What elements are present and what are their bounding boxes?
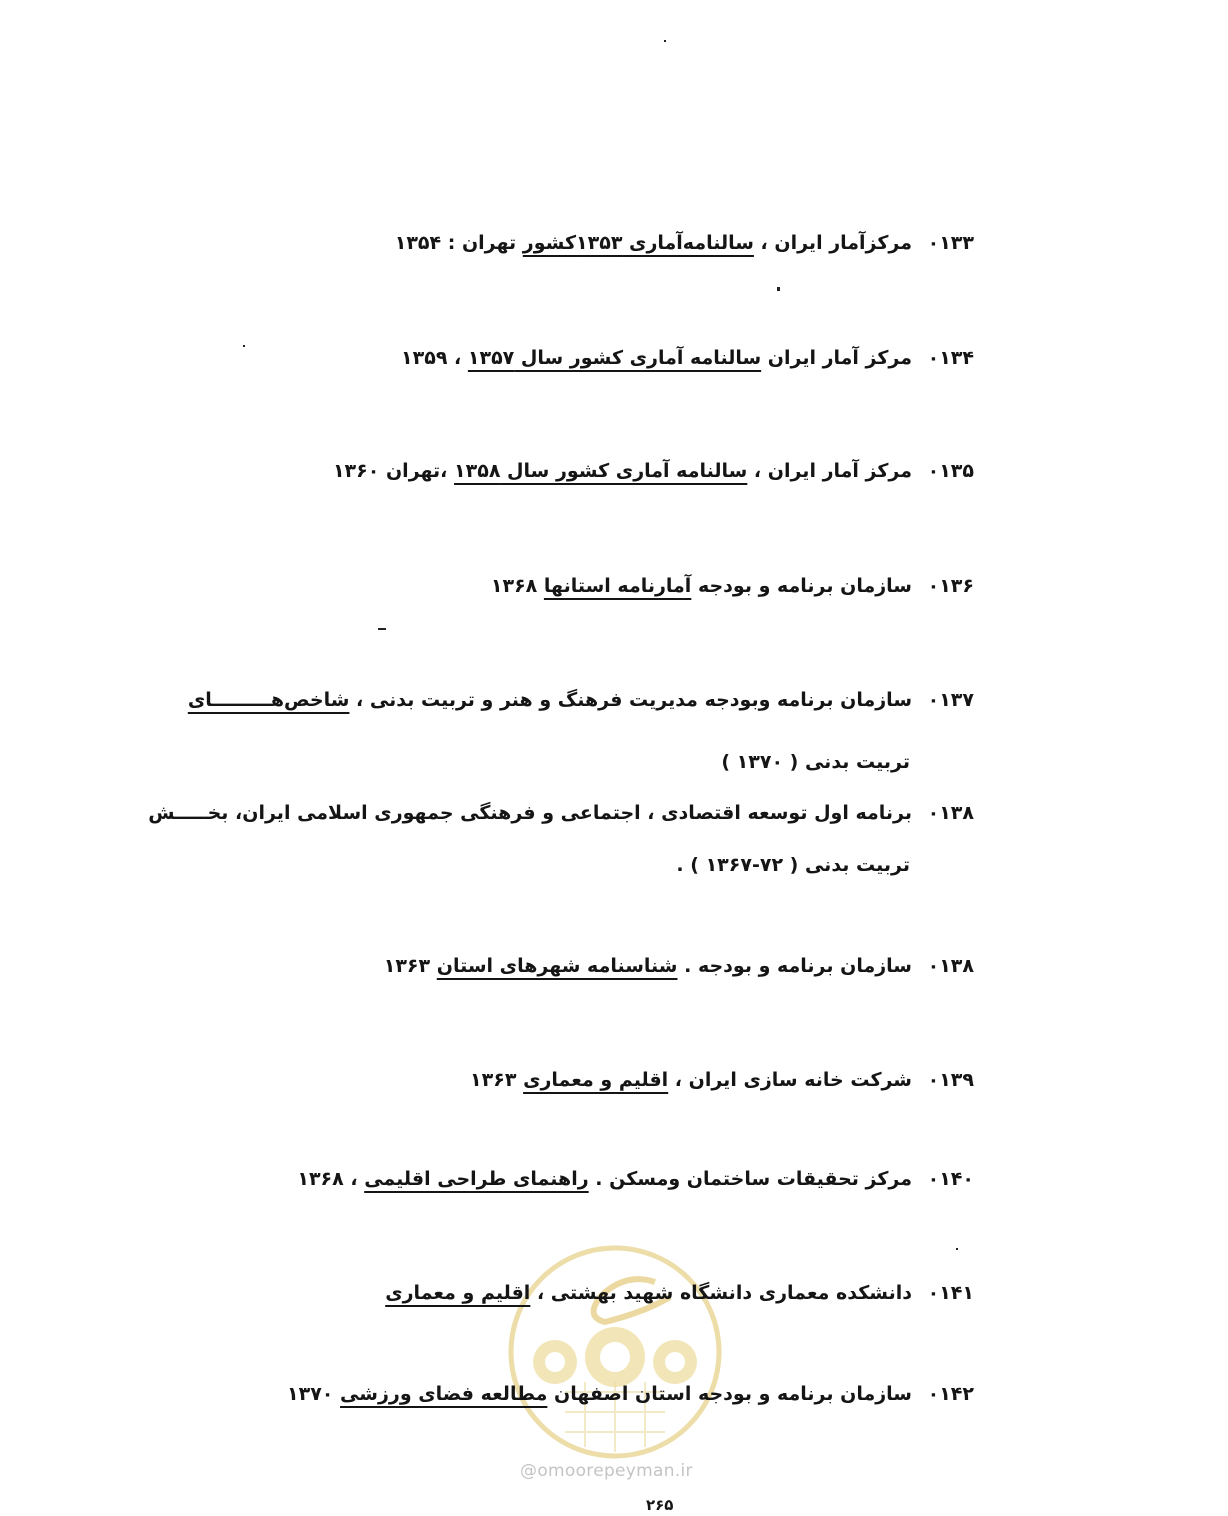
entry-author: مرکز آمار ایران [761, 347, 912, 369]
entry-title: سالنامه آماری کشور سال ۱۳۵۷ [467, 347, 762, 369]
entry-author: سازمان برنامه و بودجه [691, 575, 912, 597]
reference-entry [297, 1154, 974, 1204]
reference-entry [287, 1369, 974, 1419]
reference-entry [148, 788, 974, 838]
entry-title: سالنامه آماری کشور سال ۱۳۵۸ [454, 460, 748, 482]
reference-entry [333, 446, 974, 496]
entry-author: برنامه اول توسعه اقتصادی ، اجتماعی و فرهنگی جمهوری اسلامی ایران، بخـــــش [148, 802, 912, 824]
entry-number: ۰۱۳۹ [927, 1069, 974, 1091]
entry-author: مرکز آمار ایران ، [747, 460, 912, 482]
entry-number: ۰۱۳۷ [927, 689, 974, 711]
entry-author: سازمان برنامه وبودجه مدیریت فرهنگ و هنر و تربیت بدنی ، [349, 689, 912, 711]
entry-author: دانشکده معماری دانشگاه شهید بهشتی ، [530, 1282, 912, 1304]
entry-publication: ۱۳۷۰ [287, 1383, 341, 1405]
entry-number: ۰۱۳۳ [927, 232, 974, 254]
entry-title: سالنامه‌آماری ۱۳۵۳کشور [522, 232, 754, 254]
entry-continuation: تربیت بدنی ( ۷۲-۱۳۶۷ ) . [676, 854, 910, 876]
entry-number: ۰۱۳۸ [927, 802, 974, 824]
entry-author: مرکزآمار ایران ، [753, 232, 912, 254]
entry-author: سازمان برنامه و بودجه . [677, 955, 912, 977]
entry-number: ۰۱۳۵ [927, 460, 974, 482]
scan-speck [378, 628, 386, 630]
watermark-url: @omoorepeyman.ir [520, 1461, 693, 1481]
entry-title: شاخص‌هـــــــــای [187, 689, 350, 711]
scan-speck [777, 287, 780, 291]
entry-title: اقلیم و معماری [385, 1282, 531, 1304]
scan-speck [664, 40, 666, 42]
at-icon: @ [520, 1461, 538, 1481]
entry-author: شرکت خانه سازی ایران ، [668, 1069, 912, 1091]
reference-entry [385, 1268, 974, 1318]
entry-title: راهنمای طراحی اقلیمی [364, 1168, 589, 1190]
entry-number: ۰۱۴۲ [927, 1383, 974, 1405]
entry-publication: ، ۱۳۵۹ [401, 347, 468, 369]
entry-title: اقلیم و معماری [523, 1069, 669, 1091]
entry-publication: ۱۳۶۳ [470, 1069, 524, 1091]
entry-publication: ۱۳۶۳ [383, 955, 437, 977]
entry-title: آمارنامه استانها [543, 575, 692, 597]
entry-number: ۰۱۳۴ [927, 347, 974, 369]
scan-speck [956, 1248, 958, 1250]
entry-number: ۰۱۳۸ [927, 955, 974, 977]
entry-number: ۰۱۴۱ [927, 1282, 974, 1304]
reference-entry [401, 333, 974, 383]
reference-entry [188, 675, 974, 725]
reference-entry [384, 941, 974, 991]
entry-title: مطالعه فضای ورزشی [340, 1383, 548, 1405]
reference-entry [491, 561, 974, 611]
entry-publication: ،تهران ۱۳۶۰ [332, 460, 455, 482]
entry-publication: ۱۳۶۸ [490, 575, 544, 597]
scan-speck [243, 345, 245, 347]
reference-entry [395, 218, 974, 268]
entry-publication: تهران : ۱۳۵۴ [394, 232, 523, 254]
reference-entry [470, 1055, 974, 1105]
entry-number: ۰۱۴۰ [927, 1168, 974, 1190]
entry-title: شناسنامه شهرهای استان [436, 955, 678, 977]
entry-publication: ، ۱۳۶۸ [297, 1168, 365, 1190]
entry-number: ۰۱۳۶ [927, 575, 974, 597]
entry-author: مرکز تحقیقات ساختمان ومسکن . [588, 1168, 912, 1190]
entry-author: سازمان برنامه و بودجه استان اصفهان [547, 1383, 912, 1405]
page-number: ۲۶۵ [646, 1496, 674, 1514]
entry-continuation: تربیت بدنی ( ۱۳۷۰ ) [721, 751, 910, 773]
